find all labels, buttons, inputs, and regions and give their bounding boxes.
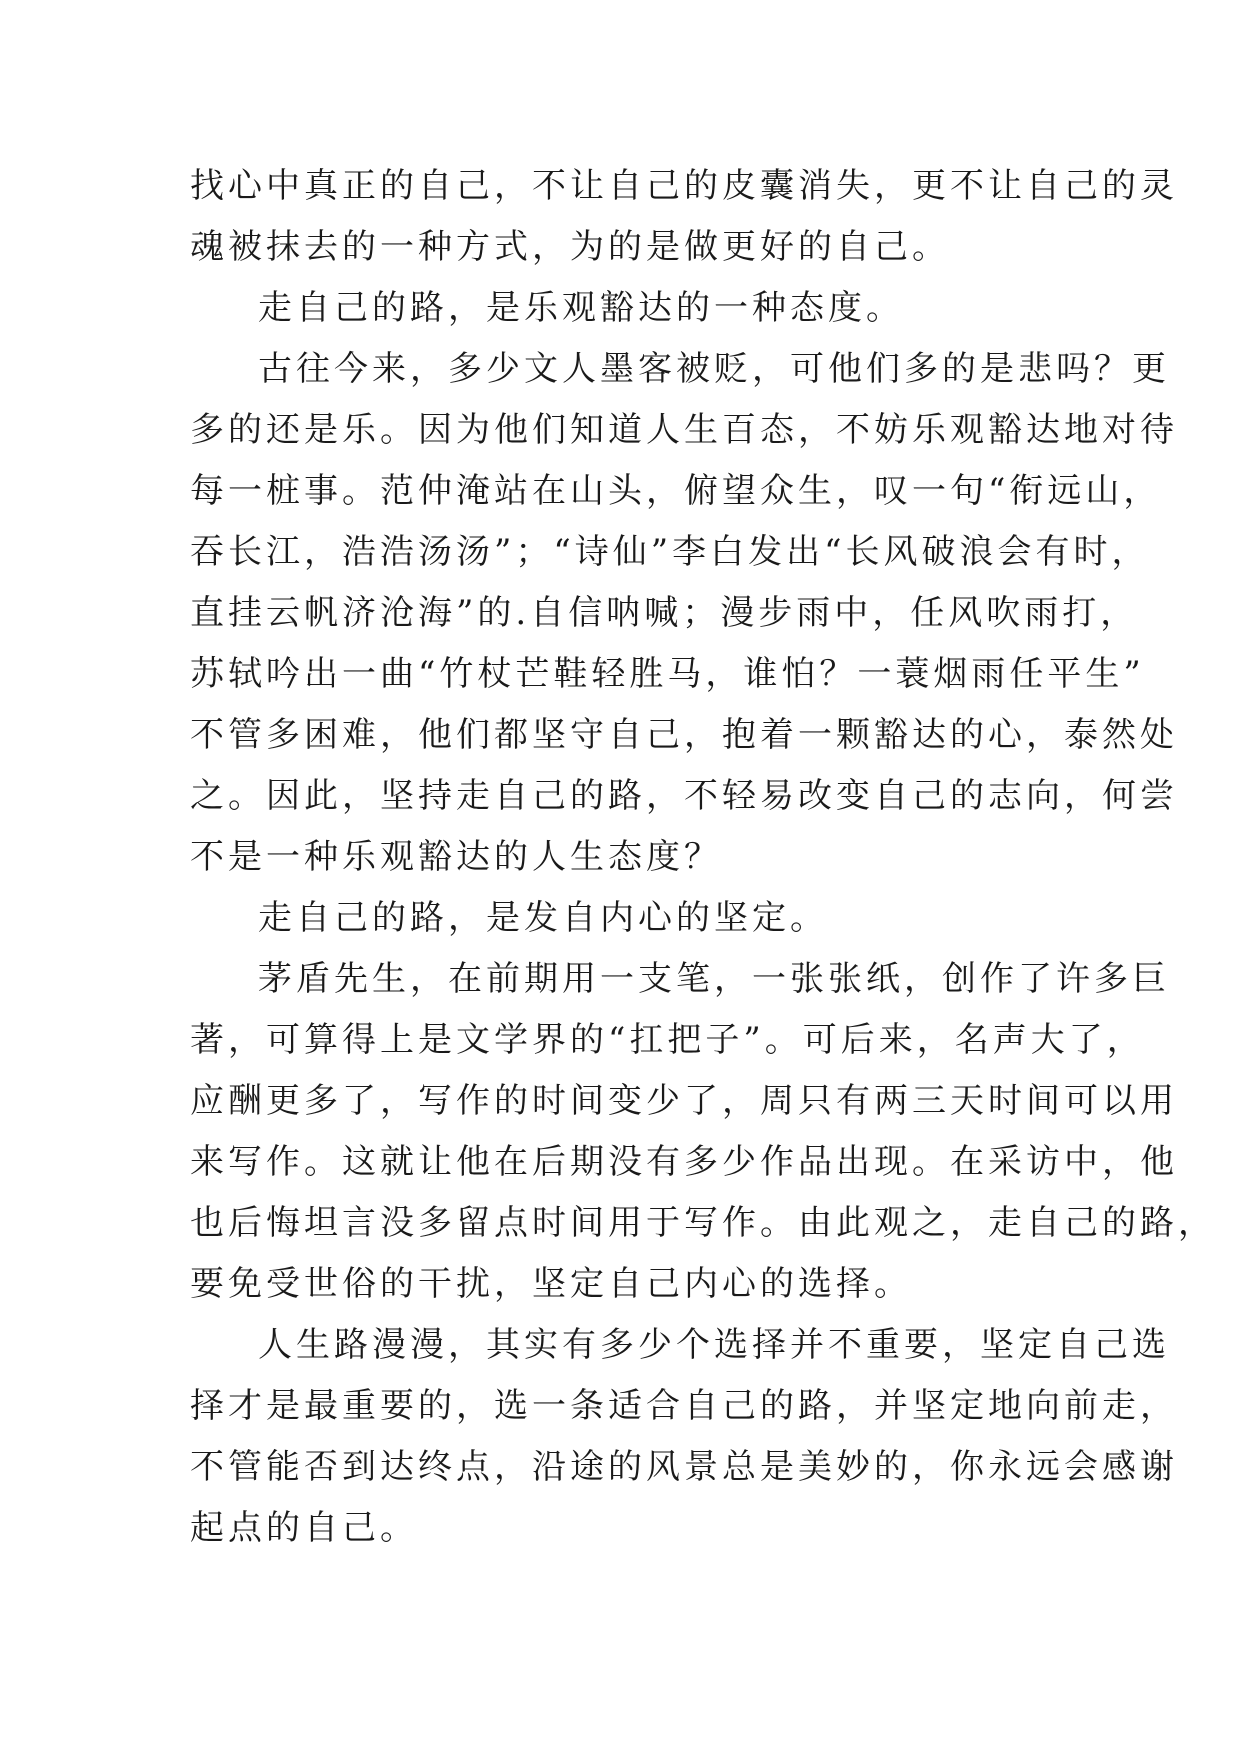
text-line: 魂被抹去的一种方式，为的是做更好的自己。	[190, 227, 950, 267]
text-line: 苏轼吟出一曲“竹杖芒鞋轻胜马，谁怕？一蓑烟雨任平生”	[190, 654, 1145, 694]
text-line: 走自己的路，是发自内心的坚定。	[258, 898, 828, 938]
text-line: 茅盾先生，在前期用一支笔，一张张纸，创作了许多巨	[258, 959, 1170, 999]
text-line: 吞长江，浩浩汤汤”；“诗仙”李白发出“长风破浪会有时，	[190, 532, 1150, 572]
text-line: 找心中真正的自己，不让自己的皮囊消失，更不让自己的灵	[190, 166, 1178, 206]
text-line: 走自己的路，是乐观豁达的一种态度。	[258, 288, 904, 328]
text-line: 来写作。这就让他在后期没有多少作品出现。在采访中，他	[190, 1142, 1178, 1182]
text-line: 也后悔坦言没多留点时间用于写作。由此观之，走自己的路，	[190, 1203, 1216, 1243]
text-line: 不管多困难，他们都坚守自己，抱着一颗豁达的心，泰然处	[190, 715, 1178, 755]
text-line: 不管能否到达终点，沿途的风景总是美妙的，你永远会感谢	[190, 1447, 1178, 1487]
text-line: 多的还是乐。因为他们知道人生百态，不妨乐观豁达地对待	[190, 410, 1178, 450]
text-line: 直挂云帆济沧海”的.自信呐喊；漫步雨中，任风吹雨打，	[190, 593, 1139, 633]
essay-body	[190, 156, 1216, 1559]
text-line: 之。因此，坚持走自己的路，不轻易改变自己的志向，何尝	[190, 776, 1178, 816]
text-line: 择才是最重要的，选一条适合自己的路，并坚定地向前走，	[190, 1386, 1178, 1426]
text-line: 要免受世俗的干扰，坚定自己内心的选择。	[190, 1264, 912, 1304]
text-line: 应酬更多了，写作的时间变少了，周只有两三天时间可以用	[190, 1081, 1178, 1121]
text-line: 人生路漫漫，其实有多少个选择并不重要，坚定自己选	[258, 1325, 1170, 1365]
text-line: 著，可算得上是文学界的“扛把子”。可后来，名声大了，	[190, 1020, 1145, 1060]
text-line: 起点的自己。	[190, 1508, 418, 1548]
text-line: 每一桩事。范仲淹站在山头，俯望众生，叹一句“衔远山，	[190, 471, 1162, 511]
text-line: 古往今来，多少文人墨客被贬，可他们多的是悲吗？更	[258, 349, 1170, 389]
text-line: 不是一种乐观豁达的人生态度？	[190, 837, 722, 877]
